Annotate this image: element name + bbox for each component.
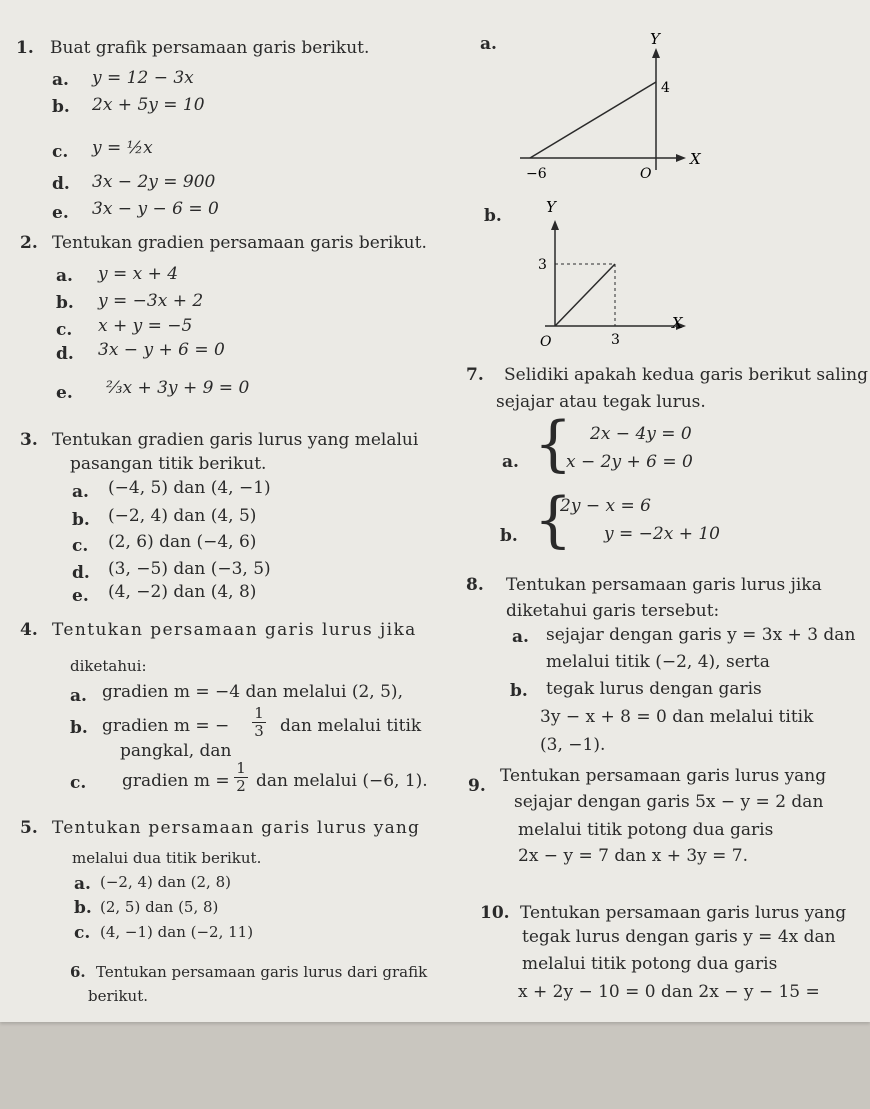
q4-line1: Tentukan persamaan garis lurus jika [52, 620, 417, 640]
graph-b [520, 196, 720, 356]
graph-a-x-axis-label: X [690, 150, 701, 168]
graph-a-label: a. [480, 34, 497, 54]
q4c-fraction [234, 760, 248, 795]
q7a-eq1: 2x − 4y = 0 [590, 424, 692, 444]
q7-number: 7. [466, 365, 484, 385]
q1d-label: d. [52, 174, 70, 194]
q9-line3: melalui titik potong dua garis [518, 820, 774, 840]
q8b-line3: (3, −1). [540, 735, 606, 755]
graph-a-y-axis-label: Y [650, 30, 660, 48]
q9-line1: Tentukan persamaan garis lurus yang [500, 766, 827, 786]
q8b-label: b. [510, 681, 528, 701]
q5b-label: b. [74, 898, 92, 918]
q1b-label: b. [52, 97, 70, 117]
q4a-label: a. [70, 686, 87, 706]
graph-a-line [530, 82, 656, 158]
q2c-label: c. [56, 320, 73, 340]
q8b-line2: 3y − x + 8 = 0 dan melalui titik [540, 707, 814, 727]
q2b-equation: y = −3x + 2 [98, 291, 204, 311]
q4b-fraction [252, 705, 266, 740]
q1b-equation: 2x + 5y = 10 [92, 95, 205, 115]
q10-line4: x + 2y − 10 = 0 dan 2x − y − 15 = [518, 982, 820, 1002]
q4b-frac-denominator: 3 [252, 722, 266, 740]
q1c-label: c. [52, 142, 69, 162]
q4b-frac-numerator: 1 [254, 704, 264, 722]
q4-line2: diketahui: [70, 657, 147, 675]
q4c-text-pre: gradien m = [122, 771, 230, 791]
q6-number: 6. [70, 963, 86, 981]
q7a-brace: { [534, 409, 573, 479]
q10-line3: melalui titik potong dua garis [522, 954, 778, 974]
q5-number: 5. [20, 818, 38, 838]
q7-line2: sejajar atau tegak lurus. [496, 392, 706, 412]
q10-number: 10. [480, 903, 510, 923]
q8-line1: Tentukan persamaan garis lurus jika [506, 575, 822, 595]
q1a-equation: y = 12 − 3x [92, 68, 194, 88]
q5-line2: melalui dua titik berikut. [72, 849, 262, 867]
q3d-points: (3, −5) dan (−3, 5) [108, 559, 271, 579]
q4b-text-post: dan melalui titik [280, 716, 422, 736]
q2d-label: d. [56, 344, 74, 364]
q1a-label: a. [52, 70, 69, 90]
q2a-equation: y = x + 4 [98, 264, 179, 284]
q5c-label: c. [74, 923, 91, 943]
q5b-points: (2, 5) dan (5, 8) [100, 898, 219, 916]
q2-instruction: Tentukan gradien persamaan garis berikut. [52, 233, 427, 253]
q5-line1: Tentukan persamaan garis lurus yang [52, 818, 421, 838]
q4c-label: c. [70, 773, 87, 793]
q2b-label: b. [56, 293, 74, 313]
graph-b-y-arrow [551, 220, 559, 230]
q4a-text: gradien m = −4 dan melalui (2, 5), [102, 682, 403, 702]
q2-number: 2. [20, 233, 38, 253]
q7b-eq2: y = −2x + 10 [604, 524, 720, 544]
graph-b-y-axis-label: Y [546, 198, 556, 216]
q4c-text-post: dan melalui (−6, 1). [256, 771, 428, 791]
q8-number: 8. [466, 575, 484, 595]
q7b-eq1: 2y − x = 6 [560, 496, 651, 516]
q4b-line2: pangkal, dan [120, 741, 232, 761]
graph-b-line [555, 264, 615, 326]
graph-a-y-arrow [652, 48, 660, 58]
q3e-label: e. [72, 586, 89, 606]
q3-number: 3. [20, 430, 38, 450]
q10-line2: tegak lurus dengan garis y = 4x dan [522, 927, 836, 947]
q4-number: 4. [20, 620, 38, 640]
graph-b-x-axis-label: X [672, 314, 683, 332]
q3a-points: (−4, 5) dan (4, −1) [108, 478, 271, 498]
q4b-label: b. [70, 718, 88, 738]
q1-instruction: Buat grafik persamaan garis berikut. [50, 38, 370, 58]
q3c-points: (2, 6) dan (−4, 6) [108, 532, 257, 552]
q4c-frac-numerator: 1 [236, 759, 246, 777]
q3a-label: a. [72, 482, 89, 502]
q10-line1: Tentukan persamaan garis lurus yang [520, 903, 847, 923]
q5a-points: (−2, 4) dan (2, 8) [100, 873, 231, 891]
q1-number: 1. [16, 38, 34, 58]
q9-line2: sejajar dengan garis 5x − y = 2 dan [514, 792, 824, 812]
q2e-label: e. [56, 383, 73, 403]
q2c-equation: x + y = −5 [98, 316, 193, 336]
q8a-line2: melalui titik (−2, 4), serta [546, 652, 770, 672]
q2e-equation: ⅔x + 3y + 9 = 0 [106, 378, 250, 398]
q3c-label: c. [72, 536, 89, 556]
q4c-frac-denominator: 2 [234, 777, 248, 795]
q1d-equation: 3x − 2y = 900 [92, 172, 216, 192]
q5c-points: (4, −1) dan (−2, 11) [100, 923, 254, 941]
q6-line1: Tentukan persamaan garis lurus dari grafik [96, 963, 428, 981]
q3d-label: d. [72, 563, 90, 583]
q8a-label: a. [512, 627, 529, 647]
q3b-label: b. [72, 510, 90, 530]
q1c-equation: y = ½x [92, 138, 153, 158]
q7-line1: Selidiki apakah kedua garis berikut saling [504, 365, 868, 385]
q8-line2: diketahui garis tersebut: [506, 601, 720, 621]
q6-line2: berikut. [88, 987, 148, 1005]
graph-a [520, 30, 720, 190]
q3e-points: (4, −2) dan (4, 8) [108, 582, 257, 602]
q5a-label: a. [74, 874, 91, 894]
graph-b-x-tick-label: 3 [611, 332, 620, 348]
q1e-label: e. [52, 203, 69, 223]
q8b-line1: tegak lurus dengan garis [546, 679, 762, 699]
q7a-label: a. [502, 452, 519, 472]
graph-a-x-tick-label: −6 [526, 166, 547, 182]
q8a-line1: sejajar dengan garis y = 3x + 3 dan [546, 625, 856, 645]
graph-a-y-tick-label: 4 [661, 80, 670, 96]
q9-number: 9. [468, 776, 486, 796]
graph-b-origin-label: O [540, 334, 552, 350]
graph-a-origin-label: O [640, 166, 652, 182]
q1e-equation: 3x − y − 6 = 0 [92, 199, 219, 219]
q3-line1: Tentukan gradien garis lurus yang melalui [52, 430, 419, 450]
q7b-label: b. [500, 526, 518, 546]
graph-b-label: b. [484, 206, 502, 226]
q2a-label: a. [56, 266, 73, 286]
q2d-equation: 3x − y + 6 = 0 [98, 340, 225, 360]
q4b-text-pre: gradien m = − [102, 716, 230, 736]
q9-line4: 2x − y = 7 dan x + 3y = 7. [518, 846, 749, 866]
q7a-eq2: x − 2y + 6 = 0 [566, 452, 693, 472]
q7b-brace: { [534, 485, 573, 555]
q3b-points: (−2, 4) dan (4, 5) [108, 506, 257, 526]
q3-line2: pasangan titik berikut. [70, 454, 267, 474]
graph-b-y-tick-label: 3 [538, 257, 547, 273]
graph-a-x-arrow [676, 154, 686, 162]
